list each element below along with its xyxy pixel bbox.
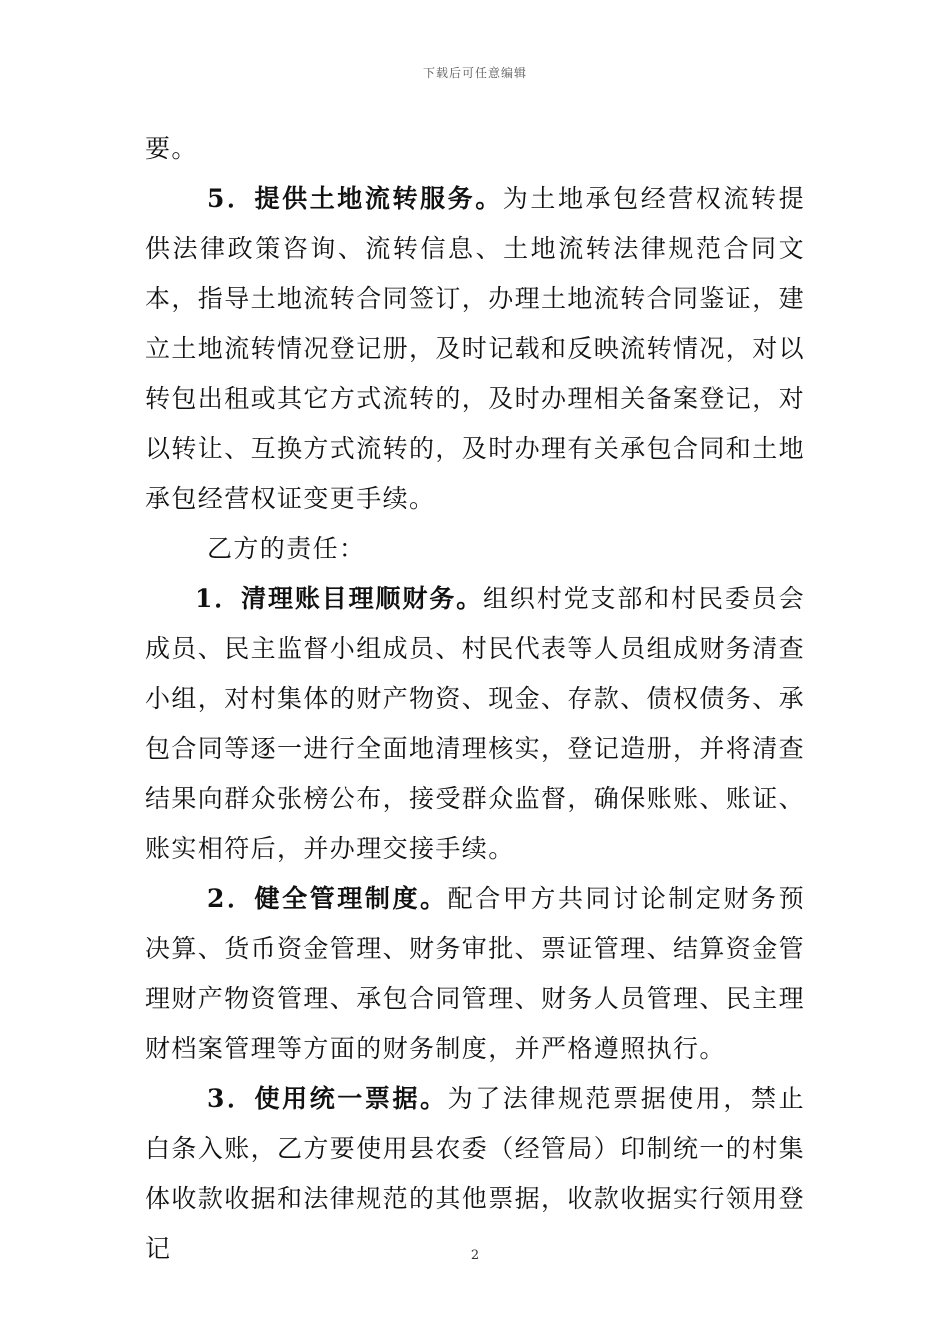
paragraph-unified-receipts bbox=[145, 1074, 805, 1274]
paragraph-continuation: 要。 bbox=[145, 134, 198, 163]
page-header: 下载后可任意编辑 bbox=[422, 66, 527, 80]
paragraph-text: 为了法律规范票据使用，禁止白条入账，乙方要使用县农委（经管局）印制统一的村集体收款收据和法律规范的其他票据，收款收据实行领用登记 bbox=[145, 1084, 806, 1263]
section-title-party-b: 乙方的责任： bbox=[207, 534, 366, 563]
page-number: 2 bbox=[470, 1248, 480, 1263]
paragraph-heading: 2．健全管理制度。 bbox=[207, 884, 448, 913]
paragraph-land-transfer-service bbox=[145, 174, 805, 524]
paragraph-heading: 5．提供土地流转服务。 bbox=[207, 184, 503, 213]
paragraph-heading: 1．清理账目理顺财务。 bbox=[195, 584, 483, 613]
paragraph-text: 为土地承包经营权流转提供法律政策咨询、流转信息、土地流转法律规范合同文本，指导土地流转合同签订，办理土地流转合同鉴证，建立土地流转情况登记册，及时记载和反映流转情况，对以转包出租或其它方式流转的，及时办理相关备案登记，对以转让、互换方式流转的，及时办理有关承包合同和土地承包经营权证变更手续。 bbox=[145, 184, 806, 513]
paragraph-management-system bbox=[145, 874, 805, 1074]
paragraph-text: 配合甲方共同讨论制定财务预决算、货币资金管理、财务审批、票证管理、结算资金管理财产物资管理、承包合同管理、财务人员管理、民主理财档案管理等方面的财务制度，并严格遵照执行。 bbox=[145, 884, 806, 1063]
document-body bbox=[145, 124, 805, 1274]
paragraph-text: 组织村党支部和村民委员会成员、民主监督小组成员、村民代表等人员组成财务清查小组，对村集体的财产物资、现金、存款、债权债务、承包合同等逐一进行全面地清理核实，登记造册，并将清查结果向群众张榜公布，接受群众监督，确保账账、账证、账实相符后，并办理交接手续。 bbox=[145, 584, 806, 863]
paragraph-clear-accounts bbox=[145, 574, 805, 874]
paragraph-heading: 3．使用统一票据。 bbox=[207, 1084, 448, 1113]
